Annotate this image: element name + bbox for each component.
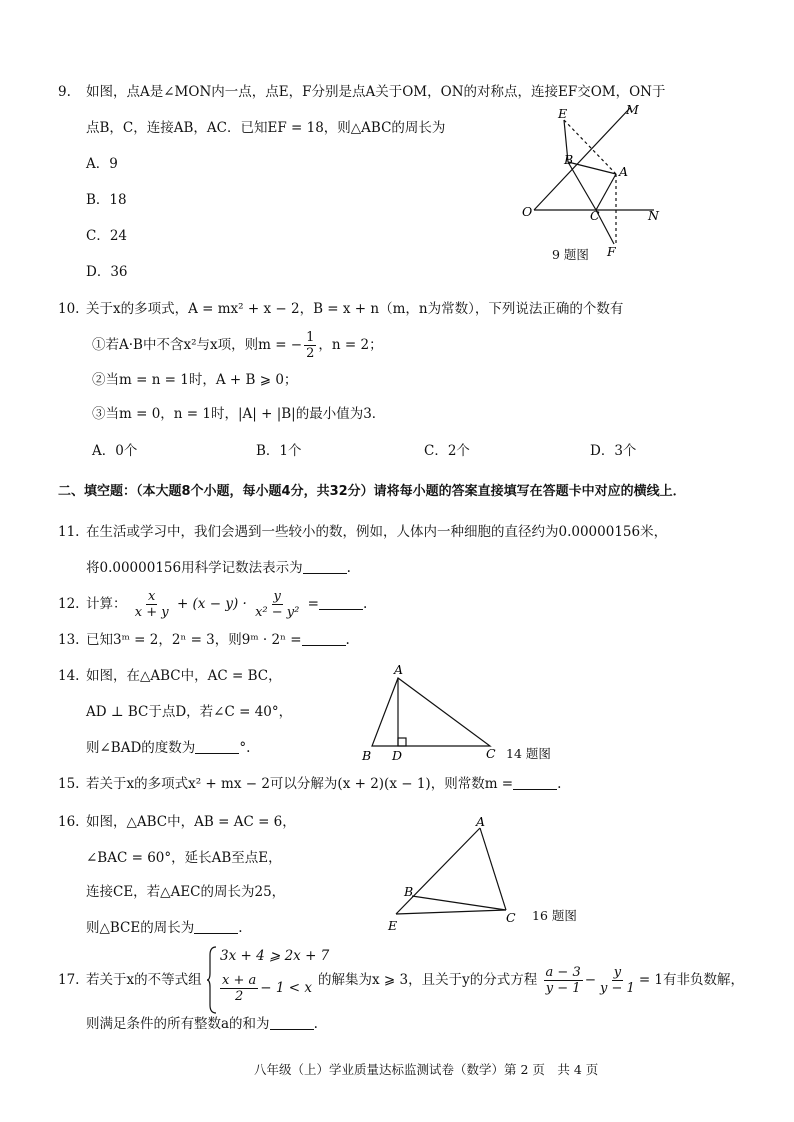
q10-text: 关于x的多项式，A = mx² + x − 2，B = x + n（m，n为常数），下列说法正确的个数有 xyxy=(86,301,624,317)
q11-text-line2-content: 将0.00000156用科学记数法表示为 xyxy=(86,560,303,576)
q9-label-b: B xyxy=(564,152,574,167)
q17-eq-f2-den: y − 1 xyxy=(600,981,635,996)
q11-answer-blank xyxy=(303,559,347,574)
q9-label-a: A xyxy=(619,164,629,179)
q14-number: 14. xyxy=(58,668,80,684)
q14-label-c: C xyxy=(486,746,496,761)
q10-item1-text: ①若A·B中不含x²与x项，则m = − xyxy=(92,337,303,353)
q10-option-d: D．3个 xyxy=(590,443,637,459)
q14-answer-blank xyxy=(195,739,239,754)
q14-text-line2: AD ⊥ BC于点D，若∠C = 40°， xyxy=(86,704,293,720)
q10-option-a: A．0个 xyxy=(92,443,138,459)
q9-option-d: D．36 xyxy=(86,264,128,280)
q9-text-line2: 点B，C，连接AB，AC．已知EF = 18，则△ABC的周长为 xyxy=(86,120,446,136)
q12-fraction-1 xyxy=(133,589,171,620)
q9-option-a: A．9 xyxy=(86,156,118,172)
q17-eq-f1-num: a − 3 xyxy=(545,965,581,980)
q9-figure xyxy=(512,98,672,268)
q17-inequality-2 xyxy=(218,972,312,1004)
q9-label-n: N xyxy=(648,208,659,223)
q9-label-e: E xyxy=(558,106,568,121)
q16-figure-caption: 16 题图 xyxy=(532,908,577,923)
q17-eq-f2-num: y xyxy=(613,965,622,980)
q17-eq-minus: − xyxy=(584,972,597,988)
q17-ineq2-frac-num: x + a xyxy=(222,973,257,988)
q12-prefix: 计算： xyxy=(86,596,127,612)
q9-label-c: C xyxy=(590,208,600,223)
q9-label-o: O xyxy=(522,204,533,219)
q11-number: 11. xyxy=(58,524,80,540)
q16-segment-bc xyxy=(412,896,506,910)
q9-label-m: M xyxy=(626,102,639,117)
q16-segment-ac xyxy=(480,828,506,910)
q15-content: 若关于x的多项式x² + mx − 2可以分解为(x + 2)(x − 1)，则常数m = xyxy=(86,776,514,792)
q17-prefix: 若关于x的不等式组 xyxy=(86,972,202,988)
q10-item1 xyxy=(92,328,383,362)
q16-text-line3: 连接CE，若△AEC的周长为25， xyxy=(86,884,286,900)
q16-line4-content: 则△BCE的周长为 xyxy=(86,920,195,936)
q10-item1-fraction xyxy=(304,330,316,361)
q9-number: 9. xyxy=(58,84,71,100)
q16-text-line1: 如图，△ABC中，AB = AC = 6， xyxy=(86,814,296,830)
q14-line3-content: 则∠BAD的度数为 xyxy=(86,740,196,756)
q12-fraction-2 xyxy=(253,589,301,620)
q17-number: 17. xyxy=(58,972,80,988)
q13-content: 已知3ᵐ = 2，2ⁿ = 3，则9ᵐ · 2ⁿ = xyxy=(86,632,302,648)
q17-eq-post: = 1有非负数解， xyxy=(638,972,745,988)
q12-equals: = xyxy=(307,596,319,612)
q14-label-b: B xyxy=(362,748,372,763)
q12-expression xyxy=(86,588,367,620)
q17-inequality-1: 3x + 4 ⩾ 2x + 7 xyxy=(220,948,330,964)
q9-segment-ab xyxy=(568,162,616,174)
q16-label-a: A xyxy=(476,814,486,829)
q11-text-line1: 在生活或学习中，我们会遇到一些较小的数，例如，人体内一种细胞的直径约为0.00000156米， xyxy=(86,524,668,540)
q13-answer-blank xyxy=(302,631,346,646)
q16-figure xyxy=(384,812,534,936)
q11-end: . xyxy=(346,560,351,576)
section-2-heading: 二、填空题：（本大题8个小题，每小题4分，共32分）请将每小题的答案直接填写在答题卡中对应的横线上． xyxy=(58,484,686,499)
q14-figure xyxy=(358,662,508,766)
q14-text-line3 xyxy=(86,738,250,758)
q12-f2-num: y xyxy=(273,589,281,604)
q17-eq-fraction-1 xyxy=(544,965,583,996)
q14-label-a: A xyxy=(394,662,404,677)
q13-number: 13. xyxy=(58,632,80,648)
q15-text xyxy=(86,774,561,794)
q16-end: . xyxy=(238,920,243,936)
q10-number: 10. xyxy=(58,301,80,317)
q16-segment-ec xyxy=(396,910,506,914)
q11-text-line2 xyxy=(86,558,351,578)
q16-label-c: C xyxy=(506,910,516,925)
q14-right-angle-mark xyxy=(398,738,406,746)
q12-f2-den: x² − y² xyxy=(255,605,300,620)
q16-text-line4 xyxy=(86,918,243,938)
q12-f1-num: x xyxy=(148,589,156,604)
q12-middle: + (x − y) · xyxy=(176,596,247,612)
q10-option-b: B．1个 xyxy=(256,443,302,459)
q16-label-e: E xyxy=(388,918,398,933)
q17-line2-content: 则满足条件的所有整数a的和为 xyxy=(86,1016,270,1032)
q14-triangle-abc xyxy=(372,678,490,746)
q17-eq-f1-den: y − 1 xyxy=(545,981,581,996)
q17-mid: 的解集为x ⩾ 3，且关于y的分式方程 xyxy=(318,972,538,988)
q10-item2: ②当m = n = 1时，A + B ⩾ 0； xyxy=(92,372,298,388)
q12-end: . xyxy=(362,596,368,612)
q9-segment-bc xyxy=(568,162,596,210)
q17-answer-blank xyxy=(270,1015,314,1030)
q16-number: 16. xyxy=(58,814,80,830)
q9-option-c: C．24 xyxy=(86,228,128,244)
q14-figure-caption: 14 题图 xyxy=(506,746,551,761)
q12-f1-den: x + y xyxy=(134,605,169,620)
q17-ineq2-frac-den: 2 xyxy=(234,989,244,1004)
q17-ineq2-rest: − 1 < x xyxy=(260,980,312,996)
q13-end: . xyxy=(345,632,350,648)
q10-option-c: C．2个 xyxy=(424,443,470,459)
q17-ineq2-fraction xyxy=(220,973,258,1004)
q17-eq-fraction-2 xyxy=(598,965,637,996)
q14-label-d: D xyxy=(392,748,403,763)
q17-system-brace xyxy=(206,945,218,1015)
q15-number: 15. xyxy=(58,776,80,792)
q12-number: 12. xyxy=(58,596,80,612)
q16-label-b: B xyxy=(404,884,414,899)
q16-answer-blank xyxy=(194,919,238,934)
q15-end: . xyxy=(557,776,562,792)
q12-answer-blank xyxy=(319,595,363,610)
q10-item1-text-end: ，n = 2； xyxy=(318,337,383,353)
q17-end: . xyxy=(313,1016,318,1032)
q17-middle-text xyxy=(318,964,744,996)
q9-figure-caption: 9 题图 xyxy=(552,247,589,262)
page-footer: 八年级（上）学业质量达标监测试卷（数学）第 2 页 共 4 页 xyxy=(254,1062,599,1077)
q10-item3: ③当m = 0，n = 1时，|A| + |B|的最小值为3． xyxy=(92,406,386,422)
q14-text-line1: 如图，在△ABC中，AC = BC， xyxy=(86,668,282,684)
q16-text-line2: ∠BAC = 60°，延长AB至点E， xyxy=(86,850,282,866)
q10-item1-frac-den: 2 xyxy=(306,346,315,361)
q17-text-line2 xyxy=(86,1014,318,1034)
q15-answer-blank xyxy=(513,775,557,790)
q9-option-b: B．18 xyxy=(86,192,127,208)
q9-segment-ac xyxy=(596,174,616,210)
q9-label-f: F xyxy=(607,244,616,259)
q16-segment-ae xyxy=(396,828,480,914)
q10-item1-frac-num: 1 xyxy=(306,330,315,345)
q13-text xyxy=(86,630,350,650)
q9-text-line1: 如图，点A是∠MON内一点，点E，F分别是点A关于OM，ON的对称点，连接EF交OM，ON于 xyxy=(86,84,666,100)
q14-end: °. xyxy=(239,740,251,756)
